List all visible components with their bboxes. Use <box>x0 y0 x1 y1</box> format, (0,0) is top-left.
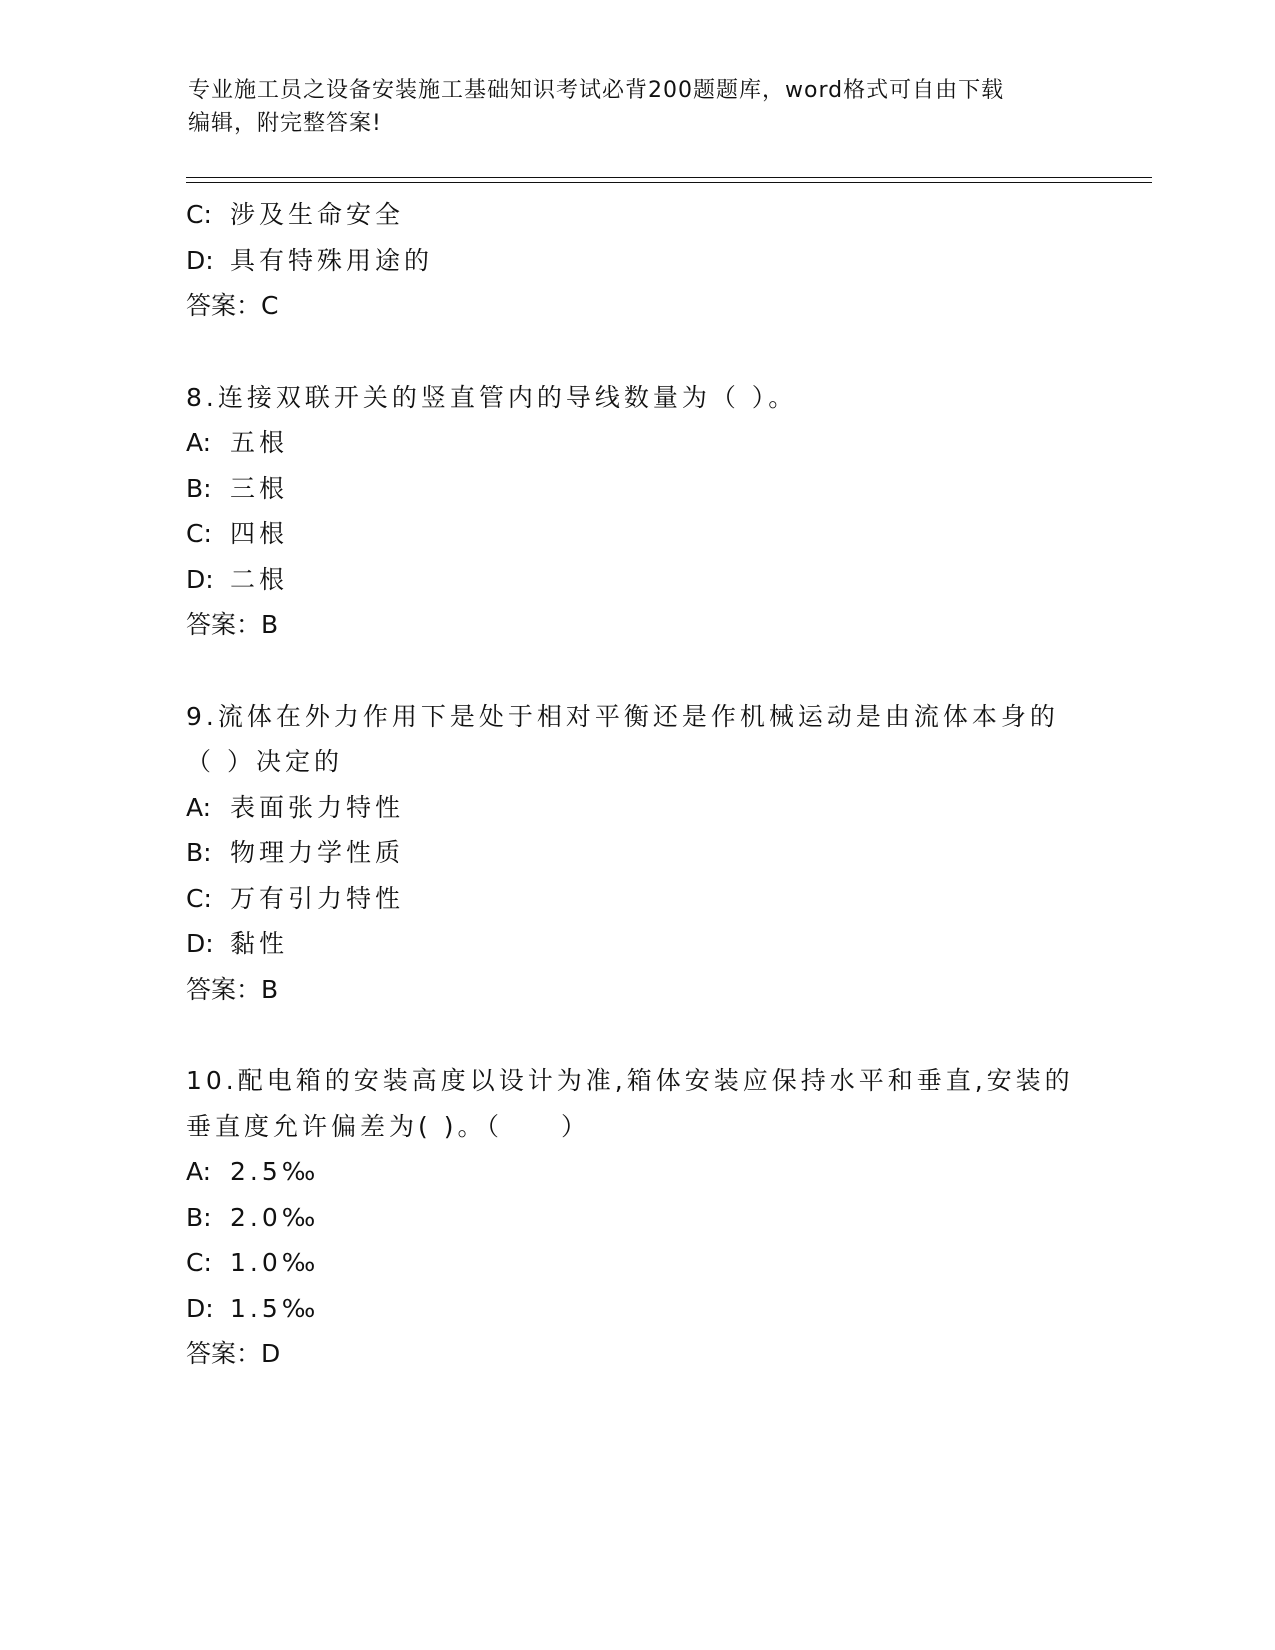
option-text: 三根 <box>230 473 289 503</box>
option-text: 物理力学性质 <box>230 838 405 867</box>
option-b <box>186 830 1086 876</box>
answer-line: 答案：B <box>186 974 279 1004</box>
header-rule-bottom <box>186 182 1152 183</box>
option-d <box>186 1286 1086 1332</box>
option-text: 1.5‰ <box>230 1293 320 1323</box>
question-8 <box>186 375 1086 648</box>
option-label: C: <box>186 1248 212 1277</box>
option-label: C: <box>186 200 212 229</box>
option-c <box>186 876 1086 922</box>
question-stem-continued: 垂直度允许偏差为( )。（ ） <box>186 1111 590 1141</box>
answer-line: 答案：D <box>186 1339 281 1368</box>
header-rule-top <box>186 177 1152 178</box>
option-b <box>186 466 1086 512</box>
question-9 <box>186 694 1086 1013</box>
option-d <box>186 921 1086 967</box>
option-label: D: <box>186 245 214 275</box>
option-text: 万有引力特性 <box>230 883 405 913</box>
option-text: 四根 <box>230 519 289 548</box>
option-text: 二根 <box>230 564 289 594</box>
option-label: B: <box>186 838 212 867</box>
option-c <box>186 192 1086 238</box>
option-text: 2.0‰ <box>230 1202 320 1232</box>
option-label: C: <box>186 519 212 548</box>
option-a <box>186 785 1086 831</box>
question-10 <box>186 1058 1086 1377</box>
option-d <box>186 557 1086 603</box>
option-text: 黏性 <box>230 929 289 958</box>
option-label: B: <box>186 1202 212 1232</box>
answer-line: 答案：C <box>186 291 279 320</box>
option-b <box>186 1195 1086 1241</box>
option-label: D: <box>186 564 214 594</box>
question-stem: 8.连接双联开关的竖直管内的导线数量为（ ）。 <box>186 382 798 412</box>
option-text: 1.0‰ <box>230 1248 320 1277</box>
option-text: 表面张力特性 <box>230 792 405 822</box>
question-stem: 9.流体在外力作用下是处于相对平衡还是作机械运动是由流体本身的 <box>186 701 1059 731</box>
option-label: A: <box>186 428 212 457</box>
option-a <box>186 420 1086 466</box>
option-label: D: <box>186 929 214 958</box>
question-list <box>186 192 1086 1377</box>
option-label: C: <box>186 883 212 913</box>
option-text: 涉及生命安全 <box>230 200 405 229</box>
question-stem-continued: （ ）决定的 <box>186 747 343 776</box>
previous-question-tail <box>186 192 1086 329</box>
option-text: 五根 <box>230 428 289 457</box>
option-label: D: <box>186 1293 214 1323</box>
option-text: 具有特殊用途的 <box>230 245 434 275</box>
answer-line: 答案：B <box>186 610 279 639</box>
question-stem: 10.配电箱的安装高度以设计为准,箱体安装应保持水平和垂直,安装的 <box>186 1066 1074 1095</box>
option-label: A: <box>186 792 212 822</box>
option-c <box>186 1240 1086 1286</box>
option-text: 2.5‰ <box>230 1157 320 1186</box>
header-line-2: 编辑，附完整答案! <box>188 111 382 136</box>
header-line-1: 专业施工员之设备安装施工基础知识考试必背200题题库，word格式可自由下载 <box>188 78 1005 103</box>
option-c <box>186 511 1086 557</box>
document-header <box>188 74 1068 140</box>
option-label: A: <box>186 1157 212 1186</box>
option-label: B: <box>186 473 212 503</box>
option-d <box>186 238 1086 284</box>
option-a <box>186 1149 1086 1195</box>
